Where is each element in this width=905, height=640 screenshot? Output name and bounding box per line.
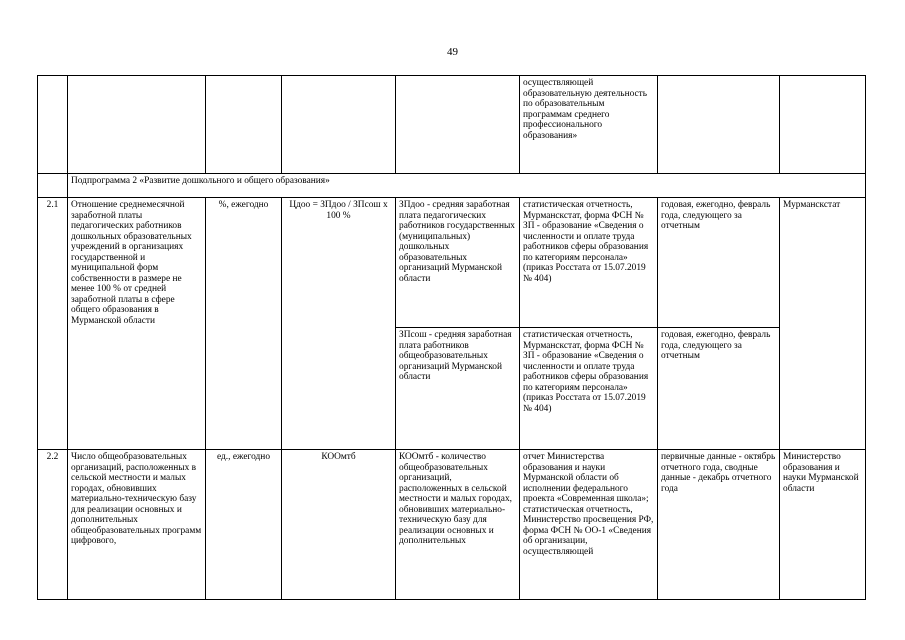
cell-responsible: Мурманскстат (780, 198, 866, 450)
cell-variable (396, 76, 520, 174)
page-number: 49 (447, 46, 458, 58)
cell-source: статистическая отчетность, Мурманскстат, форма ФСН № ЗП - образование «Сведения о численности и оплате труда работников сферы образования по категориям персонала» (приказ Росстата от 15.07.2019 № 404) (520, 328, 658, 450)
cell-source: статистическая отчетность, Мурманскстат, форма ФСН № ЗП - образование «Сведения о численности и оплате труда работников сферы образования по категориям персонала» (приказ Росстата от 15.07.2019 № 404) (520, 198, 658, 328)
cell-formula (282, 76, 396, 174)
table-row-continuation (38, 76, 866, 174)
cell-formula: Цдоо = ЗПдоо / ЗПсош x 100 % (282, 198, 396, 450)
cell-unit (206, 76, 282, 174)
cell-unit: ед., ежегодно (206, 450, 282, 600)
cell-name (68, 76, 206, 174)
cell-period: первичные данные - октябрь отчетного года, сводные данные - декабрь отчетного года (658, 450, 780, 600)
cell-num: 2.2 (38, 450, 68, 600)
cell-source: отчет Министерства образования и науки Мурманской области об исполнении федерального проекта «Современная школа»; статистическая отчетность, Министерство просвещения РФ, форма ФСН № ОО-1 «Сведения об организации, осуществляющей (520, 450, 658, 600)
cell-num (38, 76, 68, 174)
cell-variable: КООмтб - количество общеобразовательных организаций, расположенных в сельской местности и малых городах, обновивших материально-техническую базу для реализации основных и дополнительных (396, 450, 520, 600)
cell-responsible (780, 76, 866, 174)
cell-source: осуществляющей образовательную деятельность по образовательным программам среднего профессионального образования» (520, 76, 658, 174)
cell-formula: КООмтб (282, 450, 396, 600)
table-row-2-1 (38, 198, 866, 328)
cell-variable: ЗПдоо - средняя заработная плата педагогических работников государственных (муниципальных) дошкольных образовательных организаций Мурманской области (396, 198, 520, 328)
cell-period: годовая, ежегодно, февраль года, следующего за отчетным (658, 198, 780, 328)
cell-unit: %, ежегодно (206, 198, 282, 450)
indicator-table (37, 75, 866, 600)
table-row-2-2 (38, 450, 866, 600)
cell-num (38, 174, 68, 198)
cell-responsible: Министерство образования и науки Мурманской области (780, 450, 866, 600)
cell-num: 2.1 (38, 198, 68, 450)
cell-period (658, 76, 780, 174)
cell-variable: ЗПсош - средняя заработная плата работников общеобразовательных организаций Мурманской области (396, 328, 520, 450)
cell-name: Отношение среднемесячной заработной платы педагогических работников дошкольных образовательных учреждений в организациях государственной и муниципальной форм собственности в размере не менее 100 % от средней заработной платы в сфере общего образования в Мурманской области (68, 198, 206, 450)
table-row-subprogram (38, 174, 866, 198)
cell-period: годовая, ежегодно, февраль года, следующего за отчетным (658, 328, 780, 450)
cell-name: Число общеобразовательных организаций, расположенных в сельской местности и малых городах, обновивших материально-техническую базу для реализации основных и дополнительных общеобразовательных программ цифрового, (68, 450, 206, 600)
subprogram-title: Подпрограмма 2 «Развитие дошкольного и общего образования» (68, 174, 866, 198)
